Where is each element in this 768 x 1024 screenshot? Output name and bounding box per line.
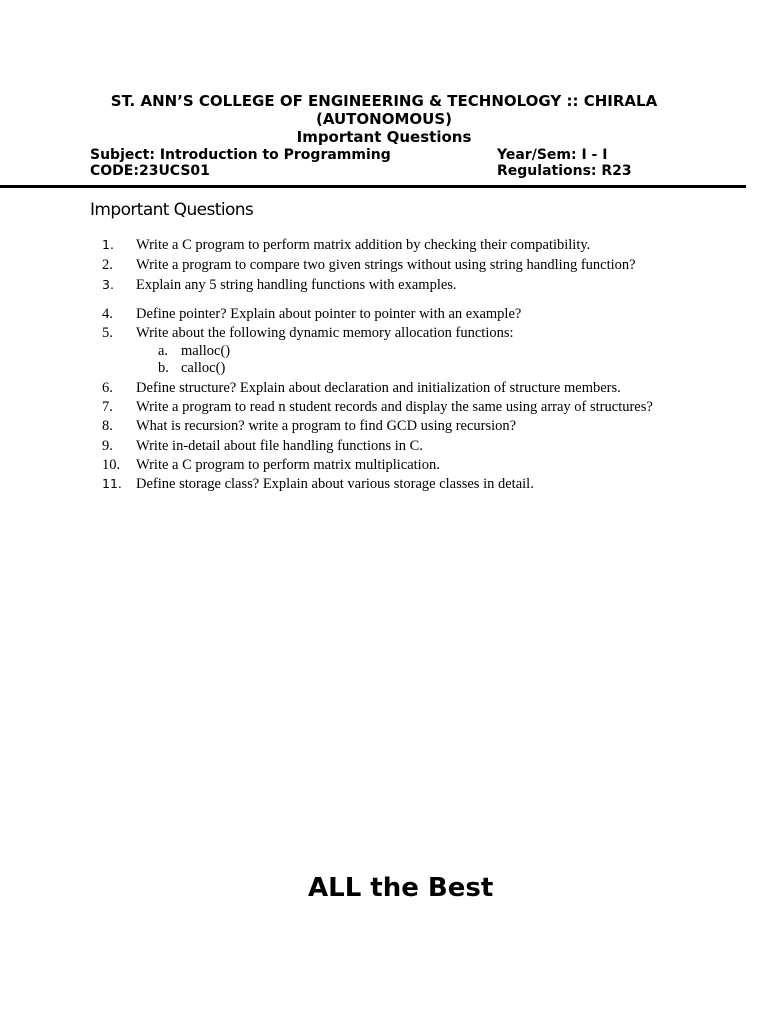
question-text: Write about the following dynamic memory allocation functions: <box>136 325 514 341</box>
closing-message: ALL the Best <box>308 873 494 903</box>
question-text: Explain any 5 string handling functions with examples. <box>136 277 457 293</box>
sub-item-letter: a. <box>158 343 169 359</box>
header-divider <box>0 185 746 188</box>
question-number: 7. <box>102 399 113 415</box>
section-heading: Important Questions <box>90 200 254 220</box>
college-name: ST. ANN’S COLLEGE OF ENGINEERING & TECHNOLOGY :: CHIRALA <box>110 92 658 110</box>
question-text: Define pointer? Explain about pointer to pointer with an example? <box>136 306 522 322</box>
year-sem-label: Year/Sem: I - I <box>497 147 608 163</box>
question-text: Write a program to read n student records and display the same using array of structures? <box>136 399 653 415</box>
autonomous-label: (AUTONOMOUS) <box>316 110 452 128</box>
page-title: Important Questions <box>296 128 472 146</box>
question-number: 4. <box>102 306 113 322</box>
subject-label: Subject: Introduction to Programming <box>90 147 391 163</box>
question-text: Write a C program to perform matrix addition by checking their compatibility. <box>136 237 591 253</box>
question-number: 5. <box>102 325 113 341</box>
course-code: CODE:23UCS01 <box>90 163 210 179</box>
question-text: Write a C program to perform matrix multiplication. <box>136 457 440 473</box>
question-number: 3. <box>102 277 114 292</box>
question-text: Write in-detail about file handling functions in C. <box>136 438 423 454</box>
question-text: What is recursion? write a program to find GCD using recursion? <box>136 418 517 434</box>
question-number: 1. <box>102 237 114 252</box>
question-number: 11. <box>102 476 122 491</box>
question-number: 8. <box>102 418 113 434</box>
sub-item-text: calloc() <box>181 360 226 376</box>
question-text: Write a program to compare two given strings without using string handling function? <box>136 257 636 273</box>
question-text: Define structure? Explain about declaration and initialization of structure members. <box>136 380 621 396</box>
sub-item-text: malloc() <box>181 343 231 359</box>
regulations-label: Regulations: R23 <box>497 163 632 179</box>
question-number: 2. <box>102 257 113 273</box>
question-number: 10. <box>102 457 121 473</box>
question-number: 9. <box>102 438 113 454</box>
question-number: 6. <box>102 380 113 396</box>
sub-item-letter: b. <box>158 360 169 376</box>
question-text: Define storage class? Explain about various storage classes in detail. <box>136 476 534 492</box>
